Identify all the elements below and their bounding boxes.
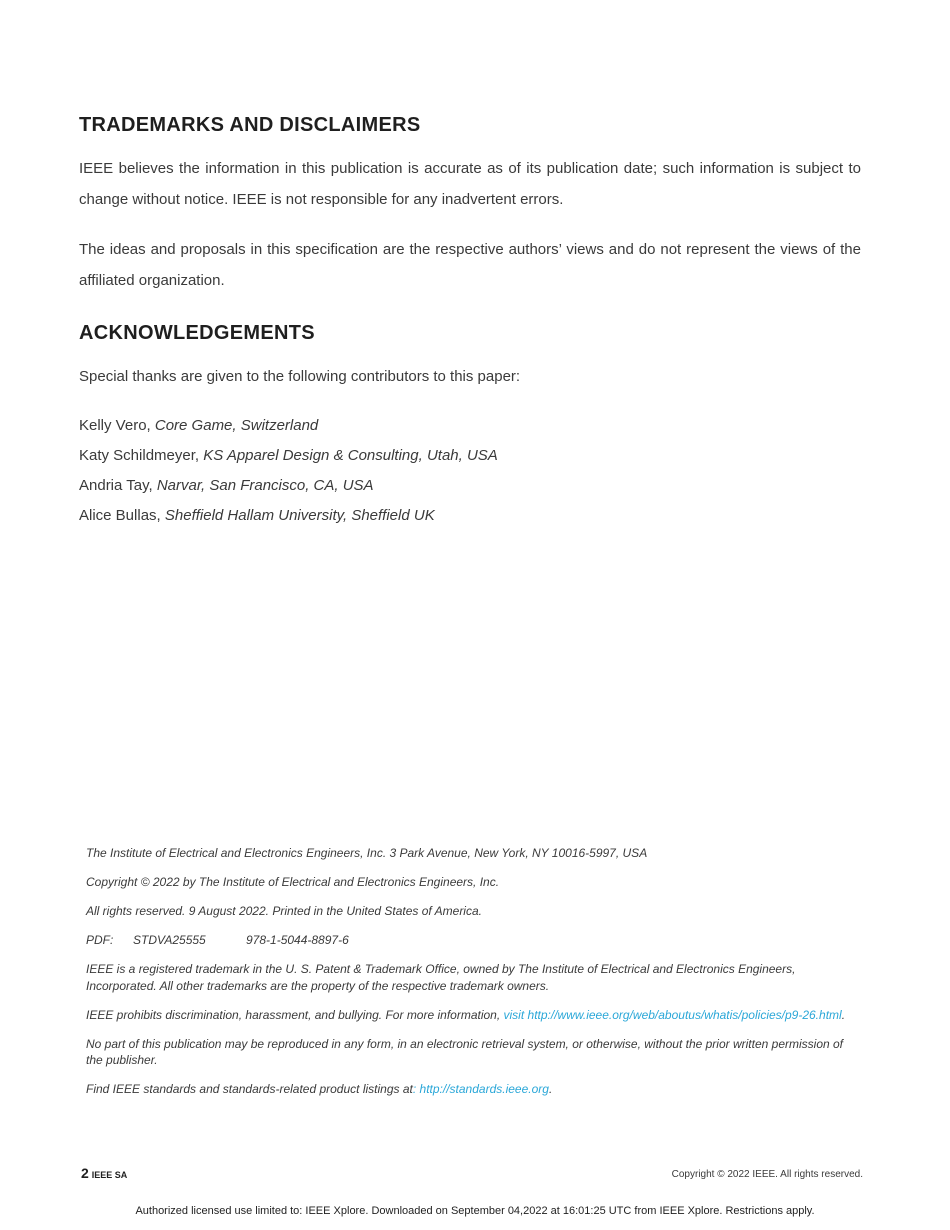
- isbn: 978-1-5044-8897-6: [246, 933, 349, 947]
- list-item: [79, 501, 498, 531]
- contributor-name: Katy Schildmeyer,: [79, 447, 204, 464]
- discrimination-notice: [86, 1007, 861, 1024]
- reproduction-notice: No part of this publication may be reproduced in any form, in an electronic retrieval system, or otherwise, without the prior written permission of the publisher.: [86, 1036, 844, 1067]
- page-footer-left: [81, 1165, 127, 1183]
- address-line: The Institute of Electrical and Electronics Engineers, Inc. 3 Park Avenue, New York, NY 10016-5997, USA: [86, 846, 648, 860]
- acknowledgements-intro: Special thanks are given to the following contributors to this paper:: [79, 368, 521, 385]
- list-item: [79, 411, 498, 441]
- acknowledgements-heading: ACKNOWLEDGEMENTS: [79, 322, 315, 344]
- find-end: .: [548, 1082, 553, 1096]
- trademark-notice: IEEE is a registered trademark in the U. S. Patent & Trademark Office, owned by The Institute of Electrical and Electronics Engineers, Incorporated. All other trademarks are the property of the respective trademark owners.: [86, 962, 796, 993]
- list-item: [79, 441, 498, 471]
- find-standards-line: [86, 1081, 861, 1098]
- copyright-line: Copyright © 2022 by The Institute of Electrical and Electronics Engineers, Inc.: [86, 875, 500, 889]
- find-text: Find IEEE standards and standards-related product listings at: [86, 1082, 413, 1096]
- list-item: [79, 471, 498, 501]
- policy-link[interactable]: visit http://www.ieee.org/web/aboutus/whatis/policies/p9-26.html: [503, 1007, 842, 1022]
- page-number: 2: [81, 1165, 89, 1181]
- legal-notices: [86, 845, 861, 1098]
- rights-line: All rights reserved. 9 August 2022. Printed in the United States of America.: [86, 904, 482, 918]
- contributor-name: Andria Tay,: [79, 477, 157, 494]
- standards-link[interactable]: : http://standards.ieee.org: [412, 1082, 549, 1096]
- contributors-list: [79, 411, 498, 531]
- footer-copyright: Copyright © 2022 IEEE. All rights reserved.: [671, 1169, 863, 1180]
- footer-org: IEEE SA: [91, 1170, 128, 1180]
- contributor-affiliation: Sheffield Hallam University, Sheffield UK: [164, 507, 435, 524]
- contributor-name: Alice Bullas,: [79, 507, 165, 524]
- pdf-row: [86, 932, 861, 949]
- pdf-code: STDVA25555: [133, 933, 206, 947]
- contributor-affiliation: Narvar, San Francisco, CA, USA: [156, 477, 374, 494]
- views-paragraph: The ideas and proposals in this specification are the respective authors’ views and do not represent the views of the affiliated organization.: [79, 241, 861, 289]
- pdf-label: PDF:: [86, 933, 114, 947]
- contributor-name: Kelly Vero,: [79, 417, 155, 434]
- disclaimer-paragraph: IEEE believes the information in this publication is accurate as of its publication date; such information is subject to change without notice. IEEE is not responsible for any inadvertent errors.: [79, 160, 861, 208]
- discrimination-text: IEEE prohibits discrimination, harassment, and bullying. For more information,: [86, 1007, 504, 1022]
- authorization-notice: Authorized licensed use limited to: IEEE Xplore. Downloaded on September 04,2022 at 16:01:25 UTC from IEEE Xplore. Restrictions apply.: [135, 1205, 815, 1217]
- contributor-affiliation: Core Game, Switzerland: [154, 417, 319, 434]
- contributor-affiliation: KS Apparel Design & Consulting, Utah, USA: [203, 447, 498, 464]
- discrimination-end: .: [841, 1007, 846, 1022]
- trademarks-heading: TRADEMARKS AND DISCLAIMERS: [79, 114, 421, 136]
